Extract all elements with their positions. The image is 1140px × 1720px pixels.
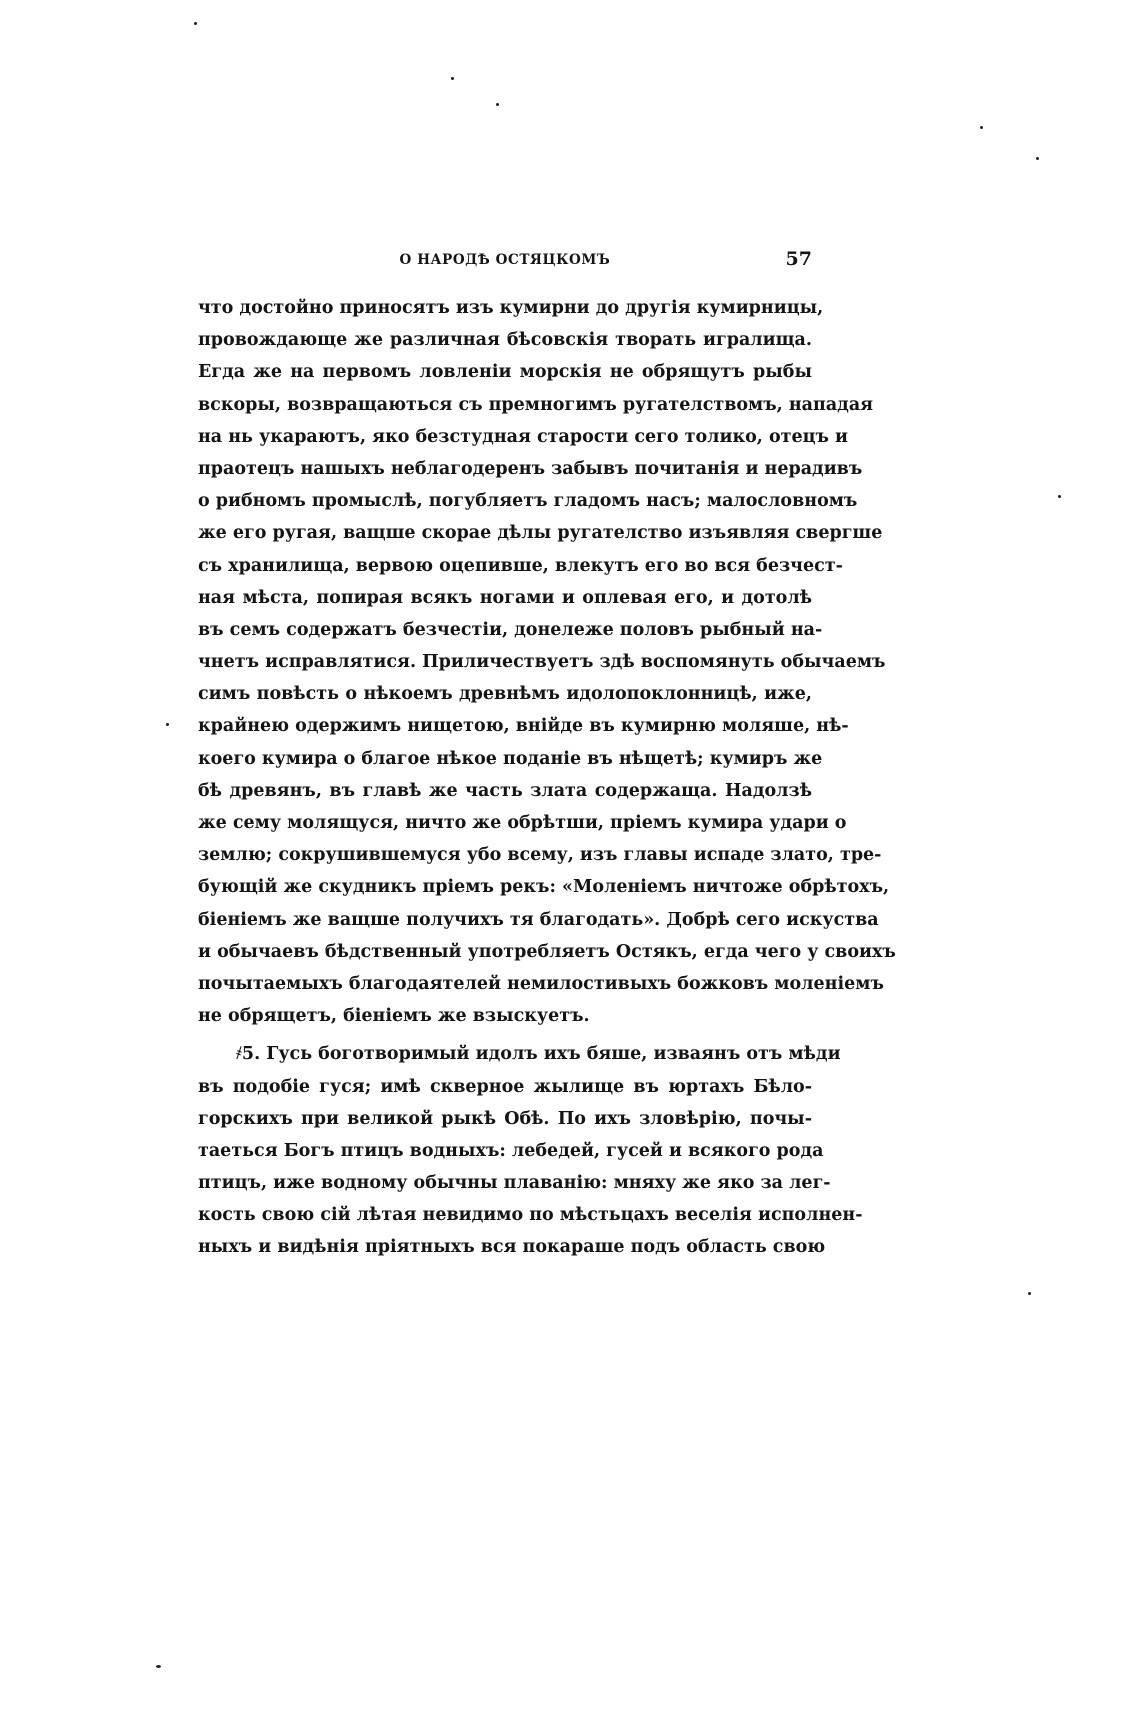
text-line: не обрящетъ, біеніемъ же взыскуетъ. [198, 1006, 590, 1027]
text-line: провождающе же различная бѣсовскія творать игралища. [198, 330, 812, 351]
text-line: Егда же на первомъ ловленіи морскія не обрящутъ рыбы [198, 362, 812, 383]
text-line: кость свою сій лѣтая невидимо по мѣстьцахъ веселія исполнен- [198, 1205, 863, 1226]
text-line: праотецъ нашыхъ неблагодеренъ забывъ почитанія и нерадивъ [198, 458, 863, 479]
text-line: же его ругая, ващше скорае дѣлы ругателство изъявляя свергше [198, 523, 883, 544]
text-line: же сему молящуся, ничто же обрѣтши, пріемъ кумира удари о [198, 813, 847, 833]
text-line: ҂5. Гусь боготворимый идолъ ихъ бяше, изваянъ отъ мѣди [236, 1044, 841, 1065]
text-line: съ хранилища, вервою оцепивше, влекутъ его во вся безчест- [198, 555, 843, 576]
text-line: въ семъ содержатъ безчестіи, донележе половъ рыбный на- [198, 619, 823, 640]
text-line: что достойно приносятъ изъ кумирни до другія кумирницы, [198, 298, 824, 318]
scan-speck [1028, 1292, 1031, 1295]
scan-speck [1058, 495, 1061, 498]
text-line: бѣ древянъ, въ главѣ же часть злата содержаща. Надолзѣ [198, 780, 812, 801]
text-line: таеться Богъ птицъ водныхъ: лебедей, гусей и всякого рода [198, 1140, 824, 1161]
scan-speck [194, 22, 197, 25]
scan-speck [1036, 157, 1039, 160]
text-line: на нь укараютъ, яко безстудная старости сего толико, отецъ и [198, 426, 849, 447]
text-line: почытаемыхъ благодаятелей немилостивыхъ божковъ моленіемъ [198, 973, 884, 994]
text-line: и обычаевъ бѣдственный употребляетъ Остякъ, егда чего у своихъ [198, 941, 896, 962]
text-line: крайнею одержимъ нищетою, внійде въ кумирню моляше, нѣ- [198, 716, 849, 737]
text-line: коего кумира о благое нѣкое поданіе въ нѣщетѣ; кумиръ же [198, 748, 823, 769]
text-line: симъ повѣсть о нѣкоемъ древнѣмъ идолопоклонницѣ, иже, [198, 684, 812, 705]
scan-speck [451, 77, 454, 80]
running-title: О НАРОДѢ ОСТЯЦКОМЪ [399, 252, 611, 268]
text-line: вскоры, возвращаються съ премногимъ ругателствомъ, нападая [198, 394, 874, 415]
text-line: біеніемъ же ващше получихъ тя благодать». Добрѣ сего искуства [198, 909, 879, 930]
scan-speck [980, 126, 983, 129]
text-line: чнетъ исправлятися. Приличествуетъ здѣ воспомянуть обычаемъ [198, 652, 886, 673]
paragraph [198, 1038, 863, 1263]
text-line: горскихъ при великой рыкѣ Обѣ. По ихъ зловѣрію, почы- [198, 1108, 812, 1129]
paragraph [198, 292, 896, 1032]
scan-speck [166, 723, 169, 726]
text-line: ныхъ и видѣнія пріятныхъ вся покараше подъ область свою [198, 1237, 826, 1258]
text-line: бующій же скудникъ пріемъ рекъ: «Моленіемъ ничтоже обрѣтохъ, [198, 877, 890, 898]
body-text [198, 292, 896, 1264]
text-line: о рибномъ промыслѣ, погубляетъ гладомъ насъ; малословномъ [198, 491, 858, 512]
text-line: ная мѣста, попирая всякъ ногами и оплевая его, и дотолѣ [198, 587, 812, 608]
scan-speck [496, 103, 499, 106]
page-number: 57 [785, 248, 812, 270]
scan-speck [156, 1665, 161, 1668]
text-line: землю; сокрушившемуся убо всему, изъ главы испаде злато, тре- [198, 845, 882, 866]
text-line: въ подобіе гуся; имѣ скверное жылище въ юртахъ Бѣло- [198, 1076, 812, 1097]
page-header [198, 248, 812, 278]
text-line: птицъ, иже водному обычны плаванію: мняху же яко за лег- [198, 1173, 831, 1194]
